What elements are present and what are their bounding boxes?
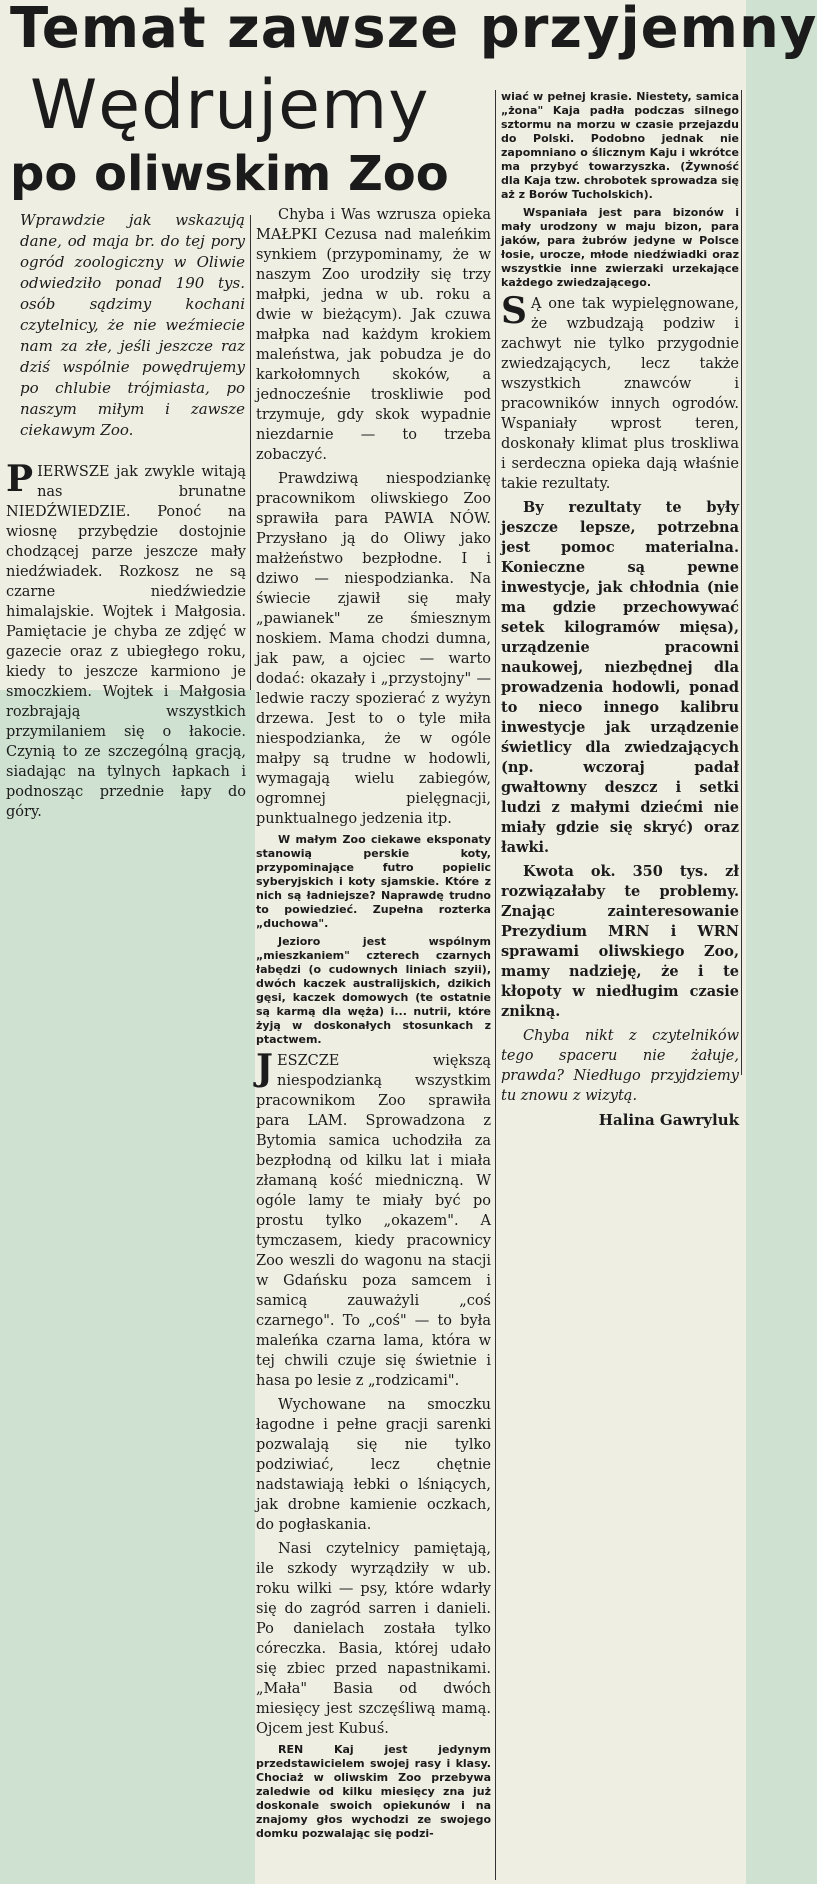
boxed-note: REN Kaj jest jedynym przedstawicielem swojej rasy i klasy. Chociaż w oliwskim Zoo przebywa zaledwie od kilku miesięcy zna już doskonale swoich opiekunów i na znajomy głos wychodzi ze swojego domku pozwalając się podzi- xyxy=(256,1743,491,1840)
headline-kicker: Temat zawsze przyjemny xyxy=(10,0,817,61)
drop-cap: S xyxy=(501,290,527,332)
boxed-note: W małym Zoo ciekawe eksponaty stanowią perskie koty, przypominające futro popielic syberyjskich i koty sjamskie. Które z nich są ładniejsze? Naprawdę trudno to powiedzieć. Zupełna rozterka „duchowa". xyxy=(256,833,491,930)
paragraph: Prawdziwą niespodziankę pracownikom oliwskiego Zoo sprawiła para PAWIA NÓW. Przysłano ją do Oliwy jako małżeństwo bezpłodne. I i dziwo — niespodzianka. Na świecie zjawił się mały „pawianek" ze śmiesznym noskiem. Mama chodzi dumna, jak paw, a ojciec — warto dodać: okazały i „przystojny" — ledwie raczy spozierać z wyżyn drzewa. Jest to o tyle miła niespodzianka, że w ogóle małpy są trudne w hodowli, wymagają wielu zabiegów, ogromnej pielęgnacji, punktualnego jedzenia itp. xyxy=(256,471,491,827)
article-column-3 xyxy=(501,90,739,1129)
boxed-note: wiać w pełnej krasie. Niestety, samica „żona" Kaja padła podczas silnego sztormu na morzu w czasie przejazdu do Polski. Podobno jednak nie zapomniano o ślicznym Kaju i wkrótce ma przybyć towarzyszka. (Żywność dla Kaja tzw. chrobotek sprowadza się aż z Borów Tucholskich). xyxy=(501,90,739,201)
background-region xyxy=(0,690,255,1884)
lead-paragraph: Wprawdzie jak wskazują dane, od maja br. do tej pory ogród zoologiczny w Oliwie odwiedziło ponad 190 tys. osób sądzimy kochani czytelnicy, że nie weźmiecie nam za złe, jeśli jeszcze raz dziś wspólnie powędrujemy po chlubie trójmiasta, po naszym miłym i zawsze ciekawym Zoo. xyxy=(20,211,245,439)
column-divider xyxy=(741,90,742,1075)
paragraph: Nasi czytelnicy pamiętają, ile szkody wyrządziły w ub. roku wilki — psy, które wdarły się do zagród sarren i danieli. Po danielach została tylko córeczka. Basia, której udało się zbiec przed napastnikami. „Mała" Basia od dwóch miesięcy jest szczęśliwą mamą. Ojcem jest Kubuś. xyxy=(256,1541,491,1737)
paragraph: Chyba i Was wzrusza opieka MAŁPKI Cezusa nad maleńkim synkiem (przypominamy, że w naszym Zoo urodziły się trzy małpki, jedna w ub. roku a dwie w bieżącym). Jak czuwa małpka nad każdym krokiem maleństwa, jak pobudza je do karkołomnych skoków, a jednocześnie troskliwie pod trzymuje, gdy skok wypadnie niezdarnie — to trzeba zobaczyć. xyxy=(256,207,491,463)
headline-sub: po oliwskim Zoo xyxy=(10,146,449,202)
author-signature: Halina Gawryluk xyxy=(598,1111,739,1129)
paragraph: Wychowane na smoczku łagodne i pełne gracji sarenki pozwalają się nie tylko podziwiać, lecz chętnie nadstawiają łebki o lśniących, jak drobne kamienie oczkach, do pogłaskania. xyxy=(256,1397,491,1533)
paragraph: By rezultaty te były jeszcze lepsze, potrzebna jest pomoc materialna. Konieczne są pewne inwestycje, jak chłodnia (nie ma gdzie przechowywać setek kilogramów mięsa), urządzenie pracowni naukowej, niezbędnej dla prowadzenia hodowli, ponad to nieco innego kalibru inwestycje jak urządzenie świetlicy dla zwiedzających (np. wczoraj padał gwałtowny deszcz i setki ludzi z małymi dziećmi nie miały gdzie się skryć) oraz ławki. xyxy=(501,499,739,856)
column-divider xyxy=(495,90,496,1880)
boxed-note: Jezioro jest wspólnym „mieszkaniem" czterech czarnych łabędzi (o cudownych liniach szyii), dwóch kaczek australijskich, dzikich gęsi, kaczek domowych (te ostatnie są karmą dla węża) i... nutrii, które żyją w doskonałych stosunkach z ptactwem. xyxy=(256,935,491,1046)
article-column-2 xyxy=(256,205,491,1884)
paragraph: JESZCZE większą niespodzianką wszystkim pracownikom Zoo sprawiła para LAM. Sprowadzona z Bytomia samica uchodziła za bezpłodną od kilku lat i miała złamaną kość miedniczną. W ogóle lamy te miały być po prostu tylko „okazem". A tymczasem, kiedy pracownicy Zoo weszli do wagonu na stacji w Gdańsku poza samcem i samicą zauważyli „coś czarnego". To „coś" — to była maleńka czarna lama, która w tej chwili czuje się świetnie i hasa po lesie z „rodzicami". xyxy=(256,1047,491,1389)
article-column-1 xyxy=(6,458,246,820)
drop-cap: J xyxy=(256,1047,274,1089)
paragraph: Kwota ok. 350 tys. zł rozwiązałaby te problemy. Znając zainteresowanie Prezydium MRN i WRN sprawami oliwskiego Zoo, mamy nadzieję, że i te kłopoty w niedługim czasie znikną. xyxy=(501,863,739,1020)
drop-cap: P xyxy=(6,458,34,500)
paragraph: PIERWSZE jak zwykle witają nas brunatne NIEDŹWIEDZIE. Ponoć na wiosnę przybędzie dostojnie chodzącej parze jeszcze mały niedźwiadek. Rozkosz ne są czarne niedźwiedzie himalajskie. Wojtek i Małgosia. Pamiętacie je chyba ze zdjęć w gazecie oraz z ubiegłego roku, kiedy to jeszcze karmiono je smoczkiem. Wojtek i Małgosia rozbrajają wszystkich przymilaniem się o łakocie. Czynią to ze szczególną gracją, siadając na tylnych łapkach i podnosząc przednie łapy do góry. xyxy=(6,458,246,820)
boxed-note: Wspaniała jest para bizonów i mały urodzony w maju bizon, para jaków, para żubrów jedyne w Polsce łosie, urocze, młode niedźwiadki oraz wszystkie inne zwierzaki urzekające każdego zwiedzającego. xyxy=(501,206,739,289)
headline-main: Wędrujemy xyxy=(30,66,430,145)
paragraph: S Ą one tak wypielęgnowane, że wzbudzają podziw i zachwyt nie tylko przygodnie zwiedzających, lecz także wszystkich znawców i pracowników innych ogrodów. Wspaniały wprost teren, doskonały klimat plus troskliwa i serdeczna opieka dają właśnie takie rezultaty. xyxy=(501,290,739,492)
column-divider xyxy=(250,215,251,690)
paragraph: Chyba nikt z czytelników tego spaceru nie żałuje, prawda? Niedługo przyjdziemy tu znowu z wizytą. xyxy=(501,1028,739,1104)
